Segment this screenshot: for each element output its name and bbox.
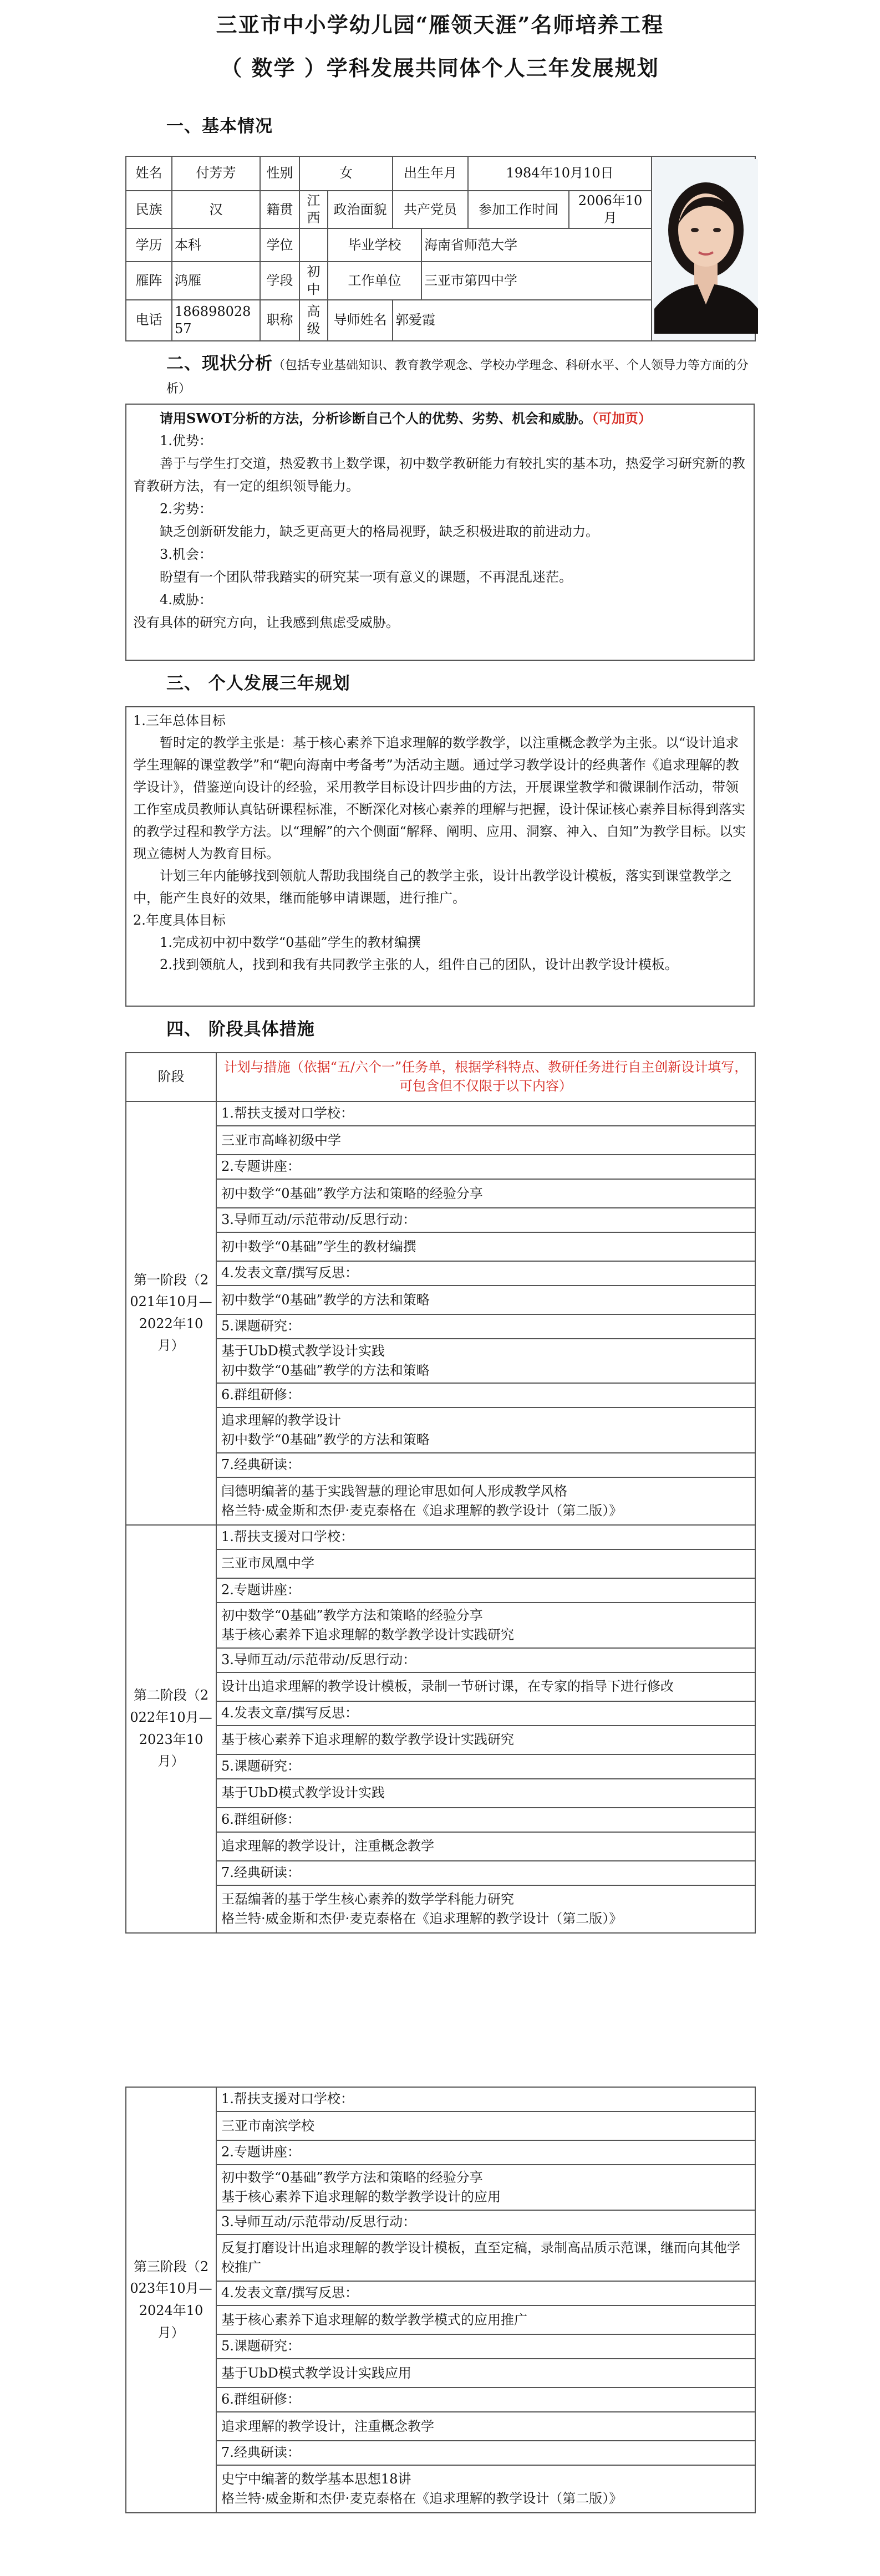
section4-heading: 四、 阶段具体措施: [166, 1019, 315, 1039]
name-value: 付芳芳: [172, 156, 260, 191]
gender-value: 女: [299, 156, 393, 191]
title-value: 高级: [299, 300, 328, 341]
stage-2-item-1-content: 三亚市凤凰中学: [216, 1549, 755, 1578]
doc-title-line2: （ 数学 ）学科发展共同体个人三年发展规划: [221, 55, 659, 80]
goal-label: 1.三年总体目标: [133, 713, 226, 728]
name-label: 姓名: [126, 156, 172, 191]
stage-table-1: [125, 1052, 756, 1934]
school-label: 毕业学校: [328, 228, 421, 262]
stage-2-item-6-label: 6.群组研修：: [216, 1808, 755, 1832]
section2-note: （包括专业基础知识、教育教学观念、学校办学理念、科研水平、个人领导力等方面的分析）: [166, 359, 749, 396]
stage-2-item-3-label: 3.导师互动/示范带动/反思行动：: [216, 1648, 755, 1672]
mentor-label: 导师姓名: [328, 300, 393, 341]
stage-1-item-3-label: 3.导师互动/示范带动/反思行动：: [216, 1208, 755, 1232]
goal-paragraph-2: 计划三年内能够找到领航人帮助我围绕自己的教学主张，设计出教学设计模板，落实到课堂教学之中，能产生良好的效果，继而能够申请课题，进行推广。: [133, 868, 732, 906]
stage-3-item-4-content: 基于核心素养下追求理解的数学教学模式的应用推广: [216, 2305, 755, 2334]
education-label: 学历: [126, 228, 172, 262]
portrait-photo: [652, 156, 755, 341]
strengths-text: 善于与学生打交道，热爱教书上数学课，初中数学教研能力有较扎实的基本功，热爱学习研究新的教育教研方法，有一定的组织领导能力。: [133, 456, 745, 494]
hometown-value: 江西: [299, 191, 328, 228]
stage-1-item-2-content: 初中数学“0基础”教学方法和策略的经验分享: [216, 1179, 755, 1208]
work-start-label: 参加工作时间: [468, 191, 569, 228]
stage-3-item-5-label: 5.课题研究：: [216, 2334, 755, 2359]
plan-column-header: 计划与措施（依据“五/六个一”任务单，根据学科特点、教研任务进行自主创新设计填写，可包含但不仅限于以下内容）: [216, 1053, 755, 1101]
stage-3-item-7-content: 史宁中编著的数学基本思想18讲 格兰特·威金斯和杰伊·麦克泰格在《追求理解的教学设计（第二版）》: [216, 2465, 755, 2513]
yearly-goal-2: 2.找到领航人，找到和我有共同教学主张的人，组件自己的团队，设计出教学设计模板。: [160, 957, 678, 972]
stage-1-item-1-content: 三亚市高峰初级中学: [216, 1126, 755, 1155]
stage-2-item-1-label: 1.帮扶支援对口学校：: [216, 1525, 755, 1549]
weaknesses-text: 缺乏创新研发能力，缺乏更高更大的格局视野，缺乏积极进取的前进动力。: [160, 524, 599, 539]
stage-2-item-6-content: 追求理解的教学设计，注重概念教学: [216, 1832, 755, 1861]
stage-3-item-7-label: 7.经典研读：: [216, 2441, 755, 2465]
basic-info-table: [125, 156, 756, 341]
mentor-value: 郭爱霞: [393, 300, 652, 341]
gender-label: 性别: [260, 156, 299, 191]
stage-3-item-3-label: 3.导师互动/示范带动/反思行动：: [216, 2210, 755, 2235]
opportunities-label: 3.机会：: [160, 547, 212, 562]
political-value: 共产党员: [393, 191, 468, 228]
plan-box: [125, 706, 755, 1007]
yearly-goal-label: 2.年度具体目标: [133, 912, 226, 928]
stage-value: 初中: [299, 262, 328, 299]
stage-1-item-7-content: 闫德明编著的基于实践智慧的理论审思如何人形成教学风格 格兰特·威金斯和杰伊·麦克泰格在《追求理解的教学设计（第二版）》: [216, 1477, 755, 1525]
birth-value: 1984年10月10日: [468, 156, 652, 191]
stage-2-name: 第二阶段（2022年10月—2023年10月）: [126, 1525, 216, 1933]
stage-2-item-4-content: 基于核心素养下追求理解的数学教学设计实践研究: [216, 1726, 755, 1754]
strengths-label: 1.优势：: [160, 433, 212, 448]
stage-3-item-6-content: 追求理解的教学设计，注重概念教学: [216, 2412, 755, 2441]
political-label: 政治面貌: [328, 191, 393, 228]
swot-intro-red: （可加页）: [592, 410, 652, 426]
stage-2-item-5-content: 基于UbD模式教学设计实践: [216, 1779, 755, 1808]
stage-1-item-4-content: 初中数学“0基础”教学的方法和策略: [216, 1286, 755, 1314]
stage-1-item-5-label: 5.课题研究：: [216, 1314, 755, 1339]
stage-1-name: 第一阶段（2021年10月—2022年10月）: [126, 1101, 216, 1525]
swot-intro: 请用SWOT分析的方法，分析诊断自己个人的优势、劣势、机会和威胁。（可加页）: [160, 410, 652, 426]
stage-1-item-3-content: 初中数学“0基础”学生的教材编撰: [216, 1232, 755, 1261]
stage-3-item-5-content: 基于UbD模式教学设计实践应用: [216, 2359, 755, 2388]
ethnicity-label: 民族: [126, 191, 172, 228]
stage-3-item-1-content: 三亚市南滨学校: [216, 2111, 755, 2140]
stage-1-item-2-label: 2.专题讲座：: [216, 1155, 755, 1179]
phone-value: 18689802857: [172, 300, 260, 341]
title-label: 职称: [260, 300, 299, 341]
stage-label: 学段: [260, 262, 299, 299]
stage-2-item-2-content: 初中数学“0基础”教学方法和策略的经验分享 基于核心素养下追求理解的数学教学设计实践研究: [216, 1603, 755, 1648]
swot-box: [125, 404, 755, 661]
threats-label: 4.威胁：: [160, 592, 212, 608]
stage-column-header: 阶段: [126, 1053, 216, 1101]
work-start-value: 2006年10月: [569, 191, 652, 228]
stage-1-item-1-label: 1.帮扶支援对口学校：: [216, 1101, 755, 1126]
stage-2-item-7-label: 7.经典研读：: [216, 1861, 755, 1885]
stage-1-item-6-label: 6.群组研修：: [216, 1383, 755, 1407]
weaknesses-label: 2.劣势：: [160, 501, 212, 517]
section2-heading-block: [166, 353, 754, 400]
stage-3-item-1-label: 1.帮扶支援对口学校：: [216, 2087, 755, 2111]
yearly-goal-1: 1.完成初中初中数学“0基础”学生的教材编撰: [160, 935, 421, 950]
stage-2-item-3-content: 设计出追求理解的教学设计模板，录制一节研讨课，在专家的指导下进行修改: [216, 1672, 755, 1701]
school-value: 海南省师范大学: [421, 228, 652, 262]
stage-3-item-2-label: 2.专题讲座：: [216, 2140, 755, 2165]
goal-paragraph-1: 暂时定的教学主张是：基于核心素养下追求理解的数学教学，以注重概念教学为主张。以“设计追求学生理解的课堂教学”和“靶向海南中考备考”为活动主题。通过学习教学设计的经典著作《追求理解的教学设计》，借鉴逆向设计的经验，采用教学目标设计四步曲的方法，开展课堂教学和微课制作活动，带领工作室成员教师认真钻研课程标准，不断深化对核心素养的理解与把握，设计保证核心素养目标得到落实的教学过程和教学方法。以“理解”的六个侧面“解释、阐明、应用、洞察、神入、自知”为教学目标。以实现立德树人为教育目标。: [133, 735, 746, 861]
stage-3-item-4-label: 4.发表文章/撰写反思：: [216, 2281, 755, 2305]
portrait-image: [654, 159, 758, 334]
doc-title-line1: 三亚市中小学幼儿园“雁领天涯”名师培养工程: [216, 12, 664, 37]
stage-table-2: [125, 2087, 756, 2513]
threats-text: 没有具体的研究方向，让我感到焦虑受威胁。: [133, 615, 399, 630]
ethnicity-value: 汉: [172, 191, 260, 228]
stage-3-name: 第三阶段（2023年10月—2024年10月）: [126, 2087, 216, 2513]
phone-label: 电话: [126, 300, 172, 341]
stage-1-item-5-content: 基于UbD模式教学设计实践 初中数学“0基础”教学的方法和策略: [216, 1339, 755, 1383]
section1-heading: 一、基本情况: [166, 116, 273, 136]
team-value: 鸿雁: [172, 262, 260, 299]
stage-2-item-4-label: 4.发表文章/撰写反思：: [216, 1701, 755, 1726]
unit-value: 三亚市第四中学: [421, 262, 652, 299]
stage-2-item-5-label: 5.课题研究：: [216, 1754, 755, 1779]
hometown-label: 籍贯: [260, 191, 299, 228]
team-label: 雁阵: [126, 262, 172, 299]
section3-heading: 三、 个人发展三年规划: [166, 674, 350, 693]
education-value: 本科: [172, 228, 260, 262]
stage-2-item-2-label: 2.专题讲座：: [216, 1578, 755, 1603]
section2-heading: 二、现状分析: [166, 354, 273, 374]
degree-value: [299, 228, 328, 262]
birth-label: 出生年月: [393, 156, 468, 191]
unit-label: 工作单位: [328, 262, 421, 299]
opportunities-text: 盼望有一个团队带我踏实的研究某一项有意义的课题，不再混乱迷茫。: [160, 569, 572, 585]
stage-3-item-2-content: 初中数学“0基础”教学方法和策略的经验分享 基于核心素养下追求理解的数学教学设计的应用: [216, 2165, 755, 2210]
degree-label: 学位: [260, 228, 299, 262]
stage-1-item-7-label: 7.经典研读：: [216, 1453, 755, 1477]
stage-3-item-6-label: 6.群组研修：: [216, 2388, 755, 2412]
stage-2-item-7-content: 王磊编著的基于学生核心素养的数学学科能力研究 格兰特·威金斯和杰伊·麦克泰格在《追求理解的教学设计（第二版）》: [216, 1885, 755, 1933]
stage-3-item-3-content: 反复打磨设计出追求理解的教学设计模板，直至定稿，录制高品质示范课，继而向其他学校推广: [216, 2235, 755, 2281]
stage-1-item-6-content: 追求理解的教学设计 初中数学“0基础”教学的方法和策略: [216, 1407, 755, 1453]
stage-1-item-4-label: 4.发表文章/撰写反思：: [216, 1261, 755, 1286]
